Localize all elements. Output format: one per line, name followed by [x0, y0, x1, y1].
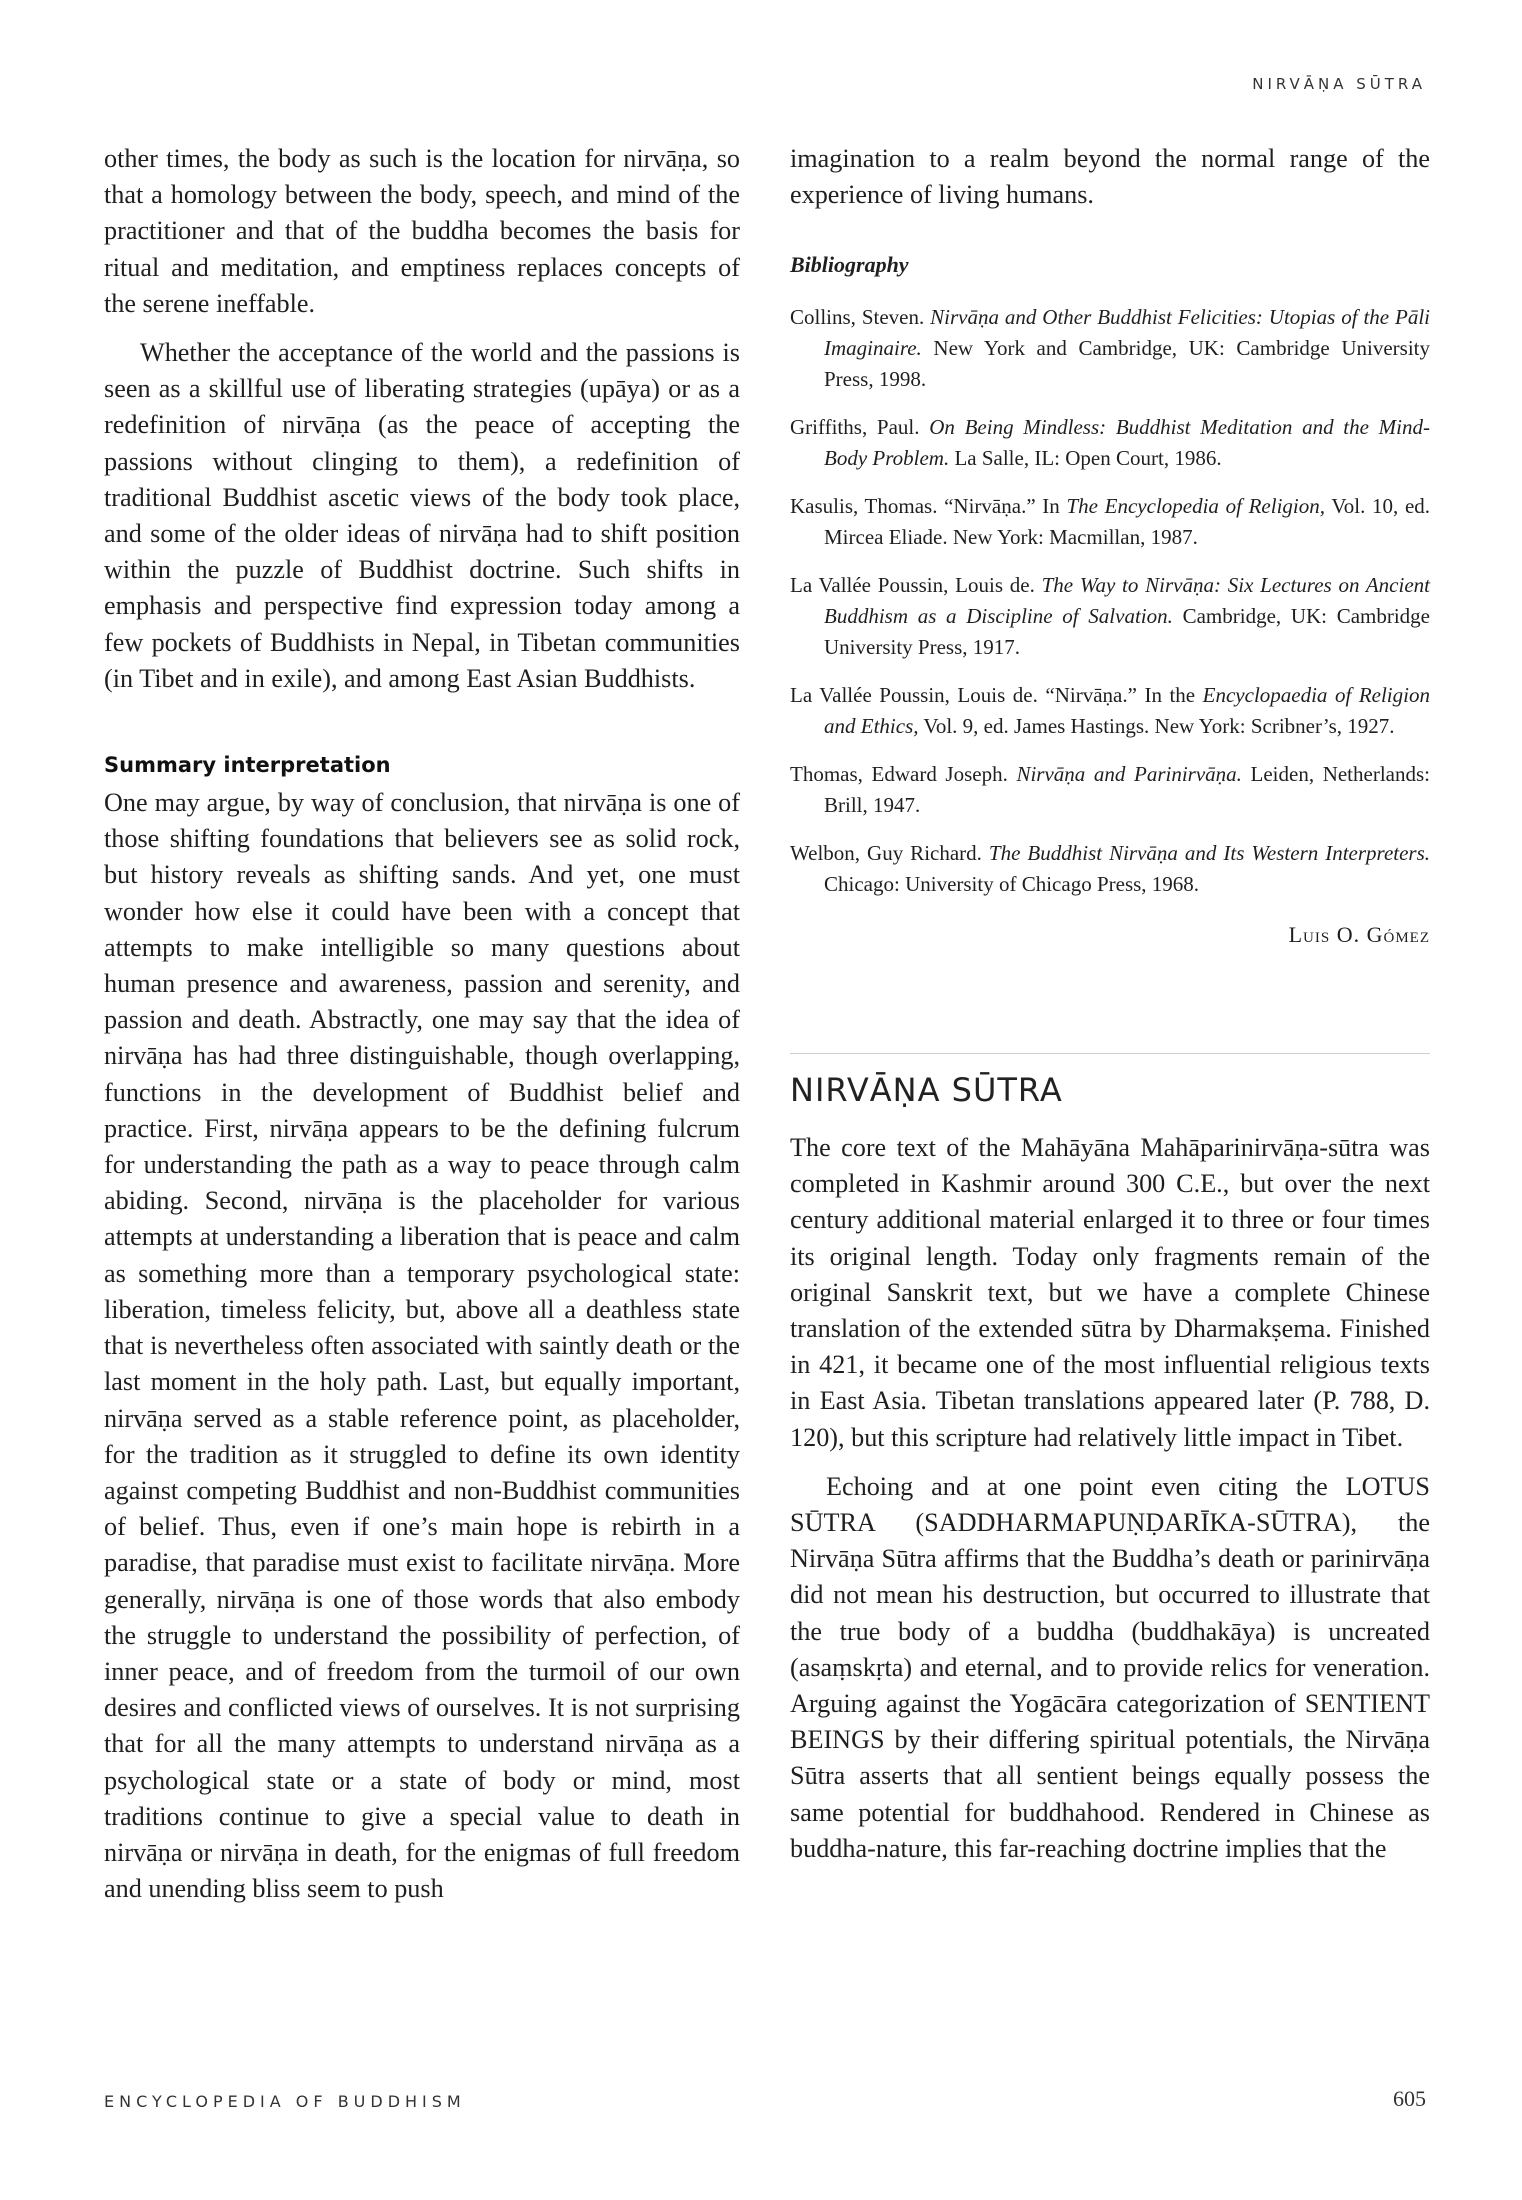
bibliography-entry: Welbon, Guy Richard. The Buddhist Nirvāṇa and Its Western Interpreters. Chicago: University of Chicago Press, 1968. — [790, 840, 1431, 896]
left-column — [104, 141, 740, 1907]
running-head: NIRVĀṆA SŪTRA — [1252, 75, 1426, 93]
paragraph: Whether the acceptance of the world and the passions is seen as a skillful use of liberating strategies (upāya) or as a redefinition of nirvāṇa (as the peace of accepting the passions without clinging to them), a redefinition of traditional Buddhist ascetic views of the body took place, and some of the older ideas of nirvāṇa had to shift position within the puzzle of Buddhist doctrine. Such shifts in emphasis and perspective find expression today among a few pockets of Buddhists in Nepal, in Tibetan communities (in Tibet and in exile), and among East Asian Buddhists. — [104, 338, 740, 693]
paragraph: Echoing and at one point even citing the LOTUS SŪTRA (SADDHARMAPUṆḌARĪKA-SŪTRA), the Nirvāṇa Sūtra affirms that the Buddha’s death or parinirvāṇa did not mean his destruction, but occurred to illustrate that the true body of a buddha (buddhakāya) is uncreated (asaṃskṛta) and eternal, and to provide relics for veneration. Arguing against the Yogācāra categorization of SENTIENT BEINGS by their differing spiritual potentials, the Nirvāṇa Sūtra asserts that all sentient beings equally possess the same potential for buddhahood. Rendered in Chinese as buddha-nature, this far-reaching doctrine implies that the — [790, 1471, 1430, 1863]
section-divider — [790, 1053, 1430, 1054]
right-column — [790, 141, 1430, 1867]
bibliography-heading: Bibliography — [790, 252, 909, 278]
section-subhead: Summary interpretation — [104, 753, 391, 778]
paragraph: The core text of the Mahāyāna Mahāparinirvāṇa-sūtra was completed in Kashmir around 300 C.E., but over the next century additional material enlarged it to three or four times its original length. Today only fragments remain of the original Sanskrit text, but we have a complete Chinese translation of the extended sūtra by Dharmakṣema. Finished in 421, it became one of the most influential religious texts in East Asia. Tibetan translations appeared later (P. 788, D. 120), but this scripture had relatively little impact in Tibet. — [790, 1133, 1430, 1452]
bibliography-entry: Griffiths, Paul. On Being Mindless: Buddhist Meditation and the Mind-Body Problem. La Salle, IL: Open Court, 1986. — [790, 414, 1430, 470]
bibliography-entry: La Vallée Poussin, Louis de. The Way to Nirvāṇa: Six Lectures on Ancient Buddhism as a Discipline of Salvation. Cambridge, UK: Cambridge University Press, 1917. — [790, 572, 1431, 659]
entry-title: NIRVĀṆA SŪTRA — [790, 1070, 1063, 1109]
paragraph: One may argue, by way of conclusion, that nirvāṇa is one of those shifting foundations that believers see as solid rock, but history reveals as shifting sands. And yet, one must wonder how else it could have been with a concept that attempts to make intelligible so many questions about human presence and awareness, passion and serenity, and passion and death. Abstractly, one may say that the idea of nirvāṇa has had three distinguishable, though overlapping, functions in the development of Buddhist belief and practice. First, nirvāṇa appears to be the defining fulcrum for understanding the path as a way to peace through calm abiding. Second, nirvāṇa is the placeholder for various attempts at understanding a liberation that is peace and calm as something more than a temporary psychological state: liberation, timeless felicity, but, above all a deathless state that is nevertheless often associated with saintly death or the last moment in the holy path. Last, but equally important, nirvāṇa served as a stable reference point, as placeholder, for the tradition as it struggled to define its own identity against competing Buddhist and non-Buddhist communities of belief. Thus, even if one’s main hope is rebirth in a paradise, that paradise must exist to facilitate nirvāṇa. More generally, nirvāṇa is one of those words that also embody the struggle to understand the possibility of perfection, of inner peace, and of freedom from the turmoil of our own desires and conflicted views of ourselves. It is not surprising that for all the many attempts to understand nirvāṇa as a psychological state or a state of body or mind, most traditions continue to give a special value to death in nirvāṇa or nirvāṇa in death, for the enigmas of full freedom and unending bliss seem to push — [104, 788, 740, 1904]
bibliography-entry: Collins, Steven. Nirvāṇa and Other Buddhist Felicities: Utopias of the Pāli Imaginaire. New York and Cambridge, UK: Cambridge University Press, 1998. — [790, 304, 1430, 391]
paragraph: other times, the body as such is the location for nirvāṇa, so that a homology between the body, speech, and mind of the practitioner and that of the buddha becomes the basis for ritual and meditation, and emptiness replaces concepts of the serene ineffable. — [104, 144, 740, 318]
bibliography-entry: Kasulis, Thomas. “Nirvāṇa.” In The Encyclopedia of Religion, Vol. 10, ed. Mircea Eliade. New York: Macmillan, 1987. — [790, 493, 1431, 549]
footer-publication: ENCYCLOPEDIA OF BUDDHISM — [104, 2092, 466, 2111]
bibliography-entry: La Vallée Poussin, Louis de. “Nirvāṇa.” In the Encyclopaedia of Religion and Ethics, Vol. 9, ed. James Hastings. New York: Scribner’s, 1927. — [790, 682, 1430, 738]
author-signature: Luis O. Gómez — [1288, 921, 1430, 947]
paragraph: imagination to a realm beyond the normal range of the experience of living humans. — [790, 144, 1430, 210]
page-number: 605 — [1393, 2086, 1426, 2111]
bibliography-entry: Thomas, Edward Joseph. Nirvāṇa and Parinirvāṇa. Leiden, Netherlands: Brill, 1947. — [790, 761, 1430, 817]
